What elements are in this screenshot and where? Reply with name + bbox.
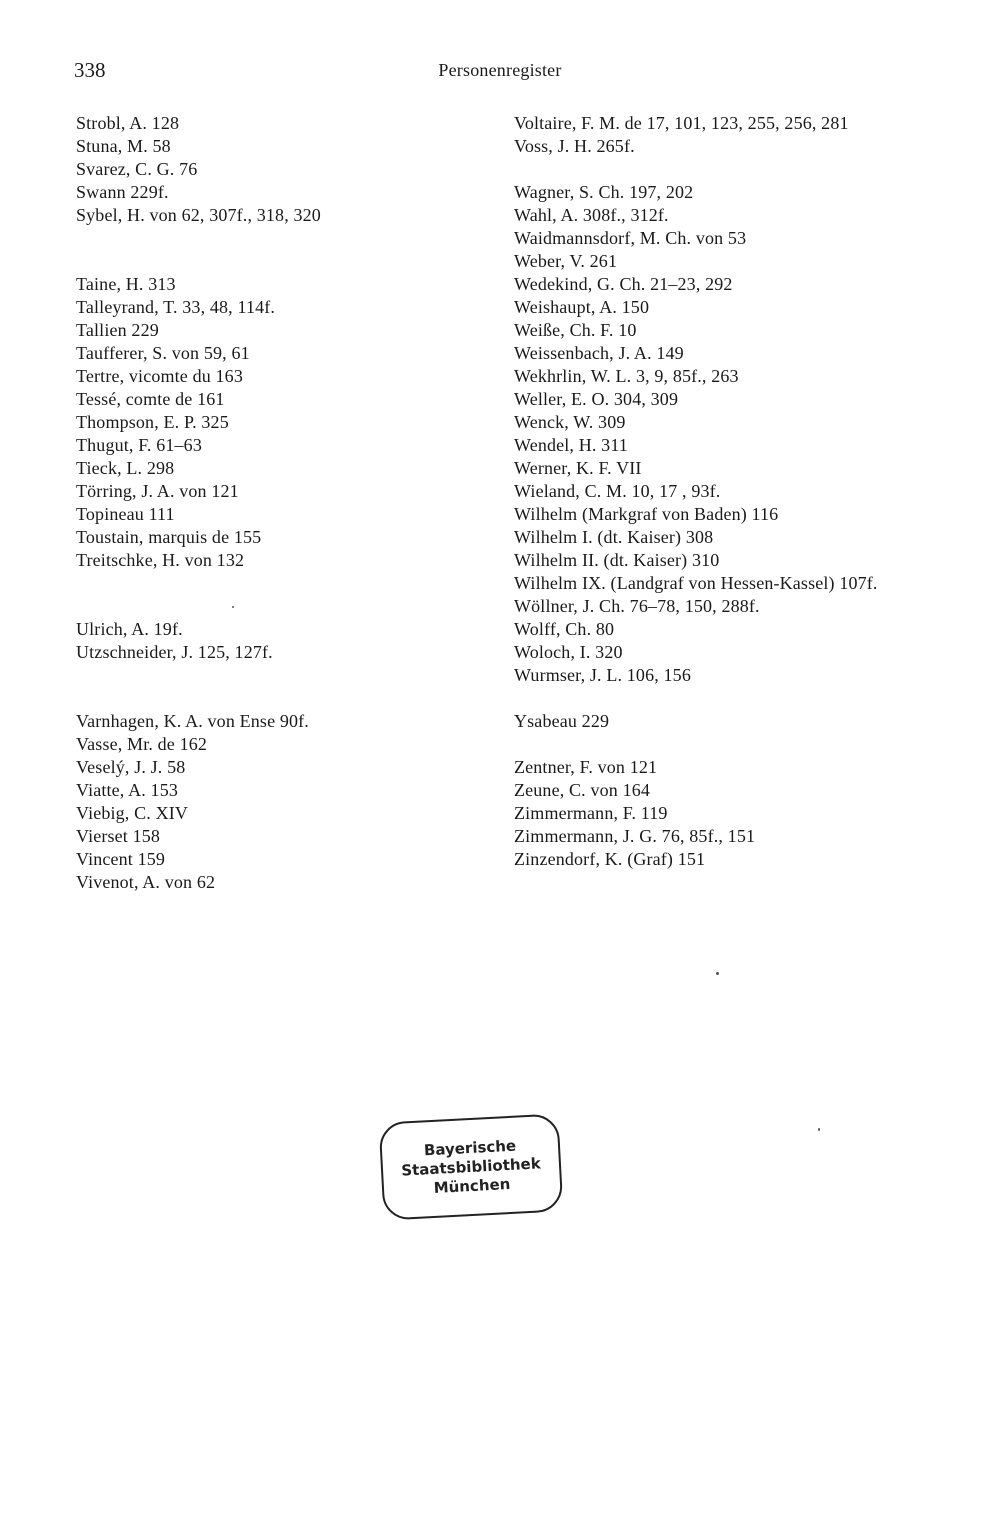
index-entry: Törring, J. A. von 121 (76, 481, 239, 501)
index-entry: Tallien 229 (76, 320, 159, 340)
index-entry: Weiße, Ch. F. 10 (514, 320, 637, 340)
index-entry: Toustain, marquis de 155 (76, 527, 262, 547)
index-entry: Viebig, C. XIV (76, 803, 189, 823)
stamp-line: Staatsbibliothek (400, 1153, 542, 1180)
letter-group-gap (76, 595, 476, 618)
letter-group-gap (514, 687, 954, 710)
index-entry: Vierset 158 (76, 826, 161, 846)
letter-group-gap (76, 664, 476, 687)
index-entry: Wagner, S. Ch. 197, 202 (514, 182, 694, 202)
index-entry: Wilhelm II. (dt. Kaiser) 310 (514, 550, 720, 570)
page-number: 338 (74, 58, 106, 82)
page-header (0, 58, 1000, 88)
index-entry: Weber, V. 261 (514, 251, 618, 271)
scan-speck (818, 1128, 820, 1131)
index-entry: Wilhelm I. (dt. Kaiser) 308 (514, 527, 714, 547)
stamp-line: Bayerische (423, 1136, 517, 1159)
index-entry: Weishaupt, A. 150 (514, 297, 650, 317)
index-entry: Ysabeau 229 (514, 711, 610, 731)
index-entry: Tieck, L. 298 (76, 458, 175, 478)
index-column-right (514, 112, 954, 871)
index-entry: Wöllner, J. Ch. 76–78, 150, 288f. (514, 596, 760, 616)
index-entry: Waidmannsdorf, M. Ch. von 53 (514, 228, 747, 248)
index-entry: Vivenot, A. von 62 (76, 872, 216, 892)
index-entry: Tertre, vicomte du 163 (76, 366, 243, 386)
index-entry: Varnhagen, K. A. von Ense 90f. (76, 711, 309, 731)
library-stamp (379, 1113, 564, 1220)
index-column-left (76, 112, 476, 894)
index-entry: Zeune, C. von 164 (514, 780, 651, 800)
scan-speck (716, 972, 719, 975)
index-entry: Stuna, M. 58 (76, 136, 171, 156)
index-entry: Thugut, F. 61–63 (76, 435, 202, 455)
index-entry: Wendel, H. 311 (514, 435, 628, 455)
index-entry: Wieland, C. M. 10, 17 , 93f. (514, 481, 721, 501)
index-entry: Zentner, F. von 121 (514, 757, 658, 777)
letter-group-gap (76, 687, 476, 710)
index-entry: Ulrich, A. 19f. (76, 619, 183, 639)
index-entry: Svarez, C. G. 76 (76, 159, 198, 179)
index-entry: Wenck, W. 309 (514, 412, 626, 432)
index-entry: Topineau 111 (76, 504, 175, 524)
index-entry: Vincent 159 (76, 849, 166, 869)
index-entry: Viatte, A. 153 (76, 780, 179, 800)
letter-group-gap (514, 158, 954, 181)
letter-group-gap (76, 250, 476, 273)
letter-group-gap (514, 733, 954, 756)
index-entry: Woloch, I. 320 (514, 642, 623, 662)
letter-group-gap (76, 572, 476, 595)
index-entry: Veselý, J. J. 58 (76, 757, 186, 777)
index-entry: Zimmermann, F. 119 (514, 803, 668, 823)
index-entry: Voss, J. H. 265f. (514, 136, 635, 156)
index-entry: Thompson, E. P. 325 (76, 412, 229, 432)
index-entry: Weissenbach, J. A. 149 (514, 343, 684, 363)
index-entry: Werner, K. F. VII (514, 458, 642, 478)
index-entry: Wekhrlin, W. L. 3, 9, 85f., 263 (514, 366, 739, 386)
running-title: Personenregister (438, 60, 562, 80)
index-entry: Wurmser, J. L. 106, 156 (514, 665, 691, 685)
index-entry: Weller, E. O. 304, 309 (514, 389, 679, 409)
index-entry: Taine, H. 313 (76, 274, 176, 294)
index-entry: Tessé, comte de 161 (76, 389, 225, 409)
index-entry: Talleyrand, T. 33, 48, 114f. (76, 297, 276, 317)
index-entry: Utzschneider, J. 125, 127f. (76, 642, 273, 662)
index-entry: Zimmermann, J. G. 76, 85f., 151 (514, 826, 756, 846)
index-entry: Voltaire, F. M. de 17, 101, 123, 255, 256, 281 (514, 113, 849, 133)
index-entry: Wahl, A. 308f., 312f. (514, 205, 669, 225)
index-entry: Wolff, Ch. 80 (514, 619, 615, 639)
index-entry: Strobl, A. 128 (76, 113, 180, 133)
stamp-line: München (433, 1174, 511, 1197)
index-entry: Wilhelm IX. (Landgraf von Hessen-Kassel) 107f. (514, 573, 878, 593)
index-entry: Wedekind, G. Ch. 21–23, 292 (514, 274, 733, 294)
scan-speck (232, 606, 234, 608)
index-entry: Vasse, Mr. de 162 (76, 734, 208, 754)
index-entry: Swann 229f. (76, 182, 169, 202)
index-entry: Taufferer, S. von 59, 61 (76, 343, 250, 363)
index-entry: Sybel, H. von 62, 307f., 318, 320 (76, 205, 321, 225)
index-entry: Wilhelm (Markgraf von Baden) 116 (514, 504, 779, 524)
index-entry: Zinzendorf, K. (Graf) 151 (514, 849, 706, 869)
index-entry: Treitschke, H. von 132 (76, 550, 245, 570)
letter-group-gap (76, 227, 476, 250)
